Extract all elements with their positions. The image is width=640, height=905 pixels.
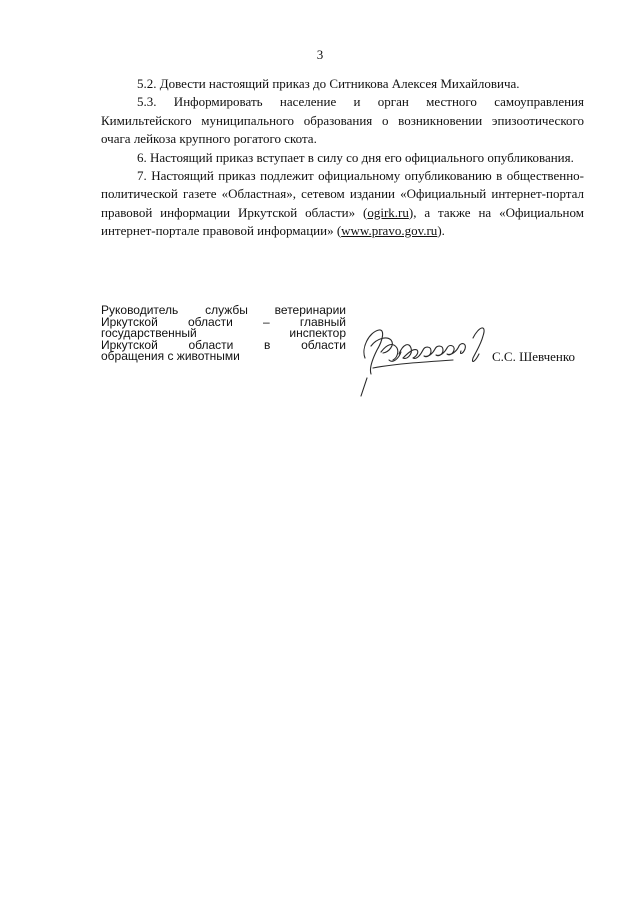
signatory-title-line: обращения с животными xyxy=(101,349,240,363)
paragraph-7 xyxy=(101,167,584,241)
signatory-title-line: Иркутской области – главный xyxy=(101,314,346,329)
paragraph-7-text-2: ), а также на «Официальном интернет-портале правовой информации» ( xyxy=(101,204,584,239)
handwritten-signature xyxy=(353,318,495,400)
signatory-title xyxy=(101,305,346,363)
paragraph-6: 6. Настоящий приказ вступает в силу со дня его официального опубликования. xyxy=(137,149,574,165)
signatory-title-line: Руководитель службы ветеринарии xyxy=(101,303,346,317)
document-body xyxy=(101,75,584,241)
signatory-title-line: Иркутской области в области xyxy=(101,337,346,352)
paragraph-7-text-3: ). xyxy=(437,223,445,239)
ogirk-link[interactable]: ogirk.ru xyxy=(367,204,409,220)
signer-name: С.С. Шевченко xyxy=(492,349,576,364)
paragraph-5-3: 5.3. Информировать население и орган местного самоуправления Кимильтейского муниципального образования о возникновении эпизоотического очага лейкоза крупного рогатого скота. xyxy=(101,94,584,147)
paragraph-5-2: 5.2. Довести настоящий приказ до Ситникова Алексея Михайловича. xyxy=(137,76,520,91)
page-number: 3 xyxy=(316,47,324,62)
paragraph-7-text-1: 7. Настоящий приказ подлежит официальному опубликованию в общественно-политической газете «Областная», сетевом издании «Официальный интернет-портал правовой информации Иркутской области» ( xyxy=(101,168,584,220)
signatory-title-line: государственный инспектор xyxy=(101,326,346,340)
pravo-link[interactable]: www.pravo.gov.ru xyxy=(341,223,438,239)
